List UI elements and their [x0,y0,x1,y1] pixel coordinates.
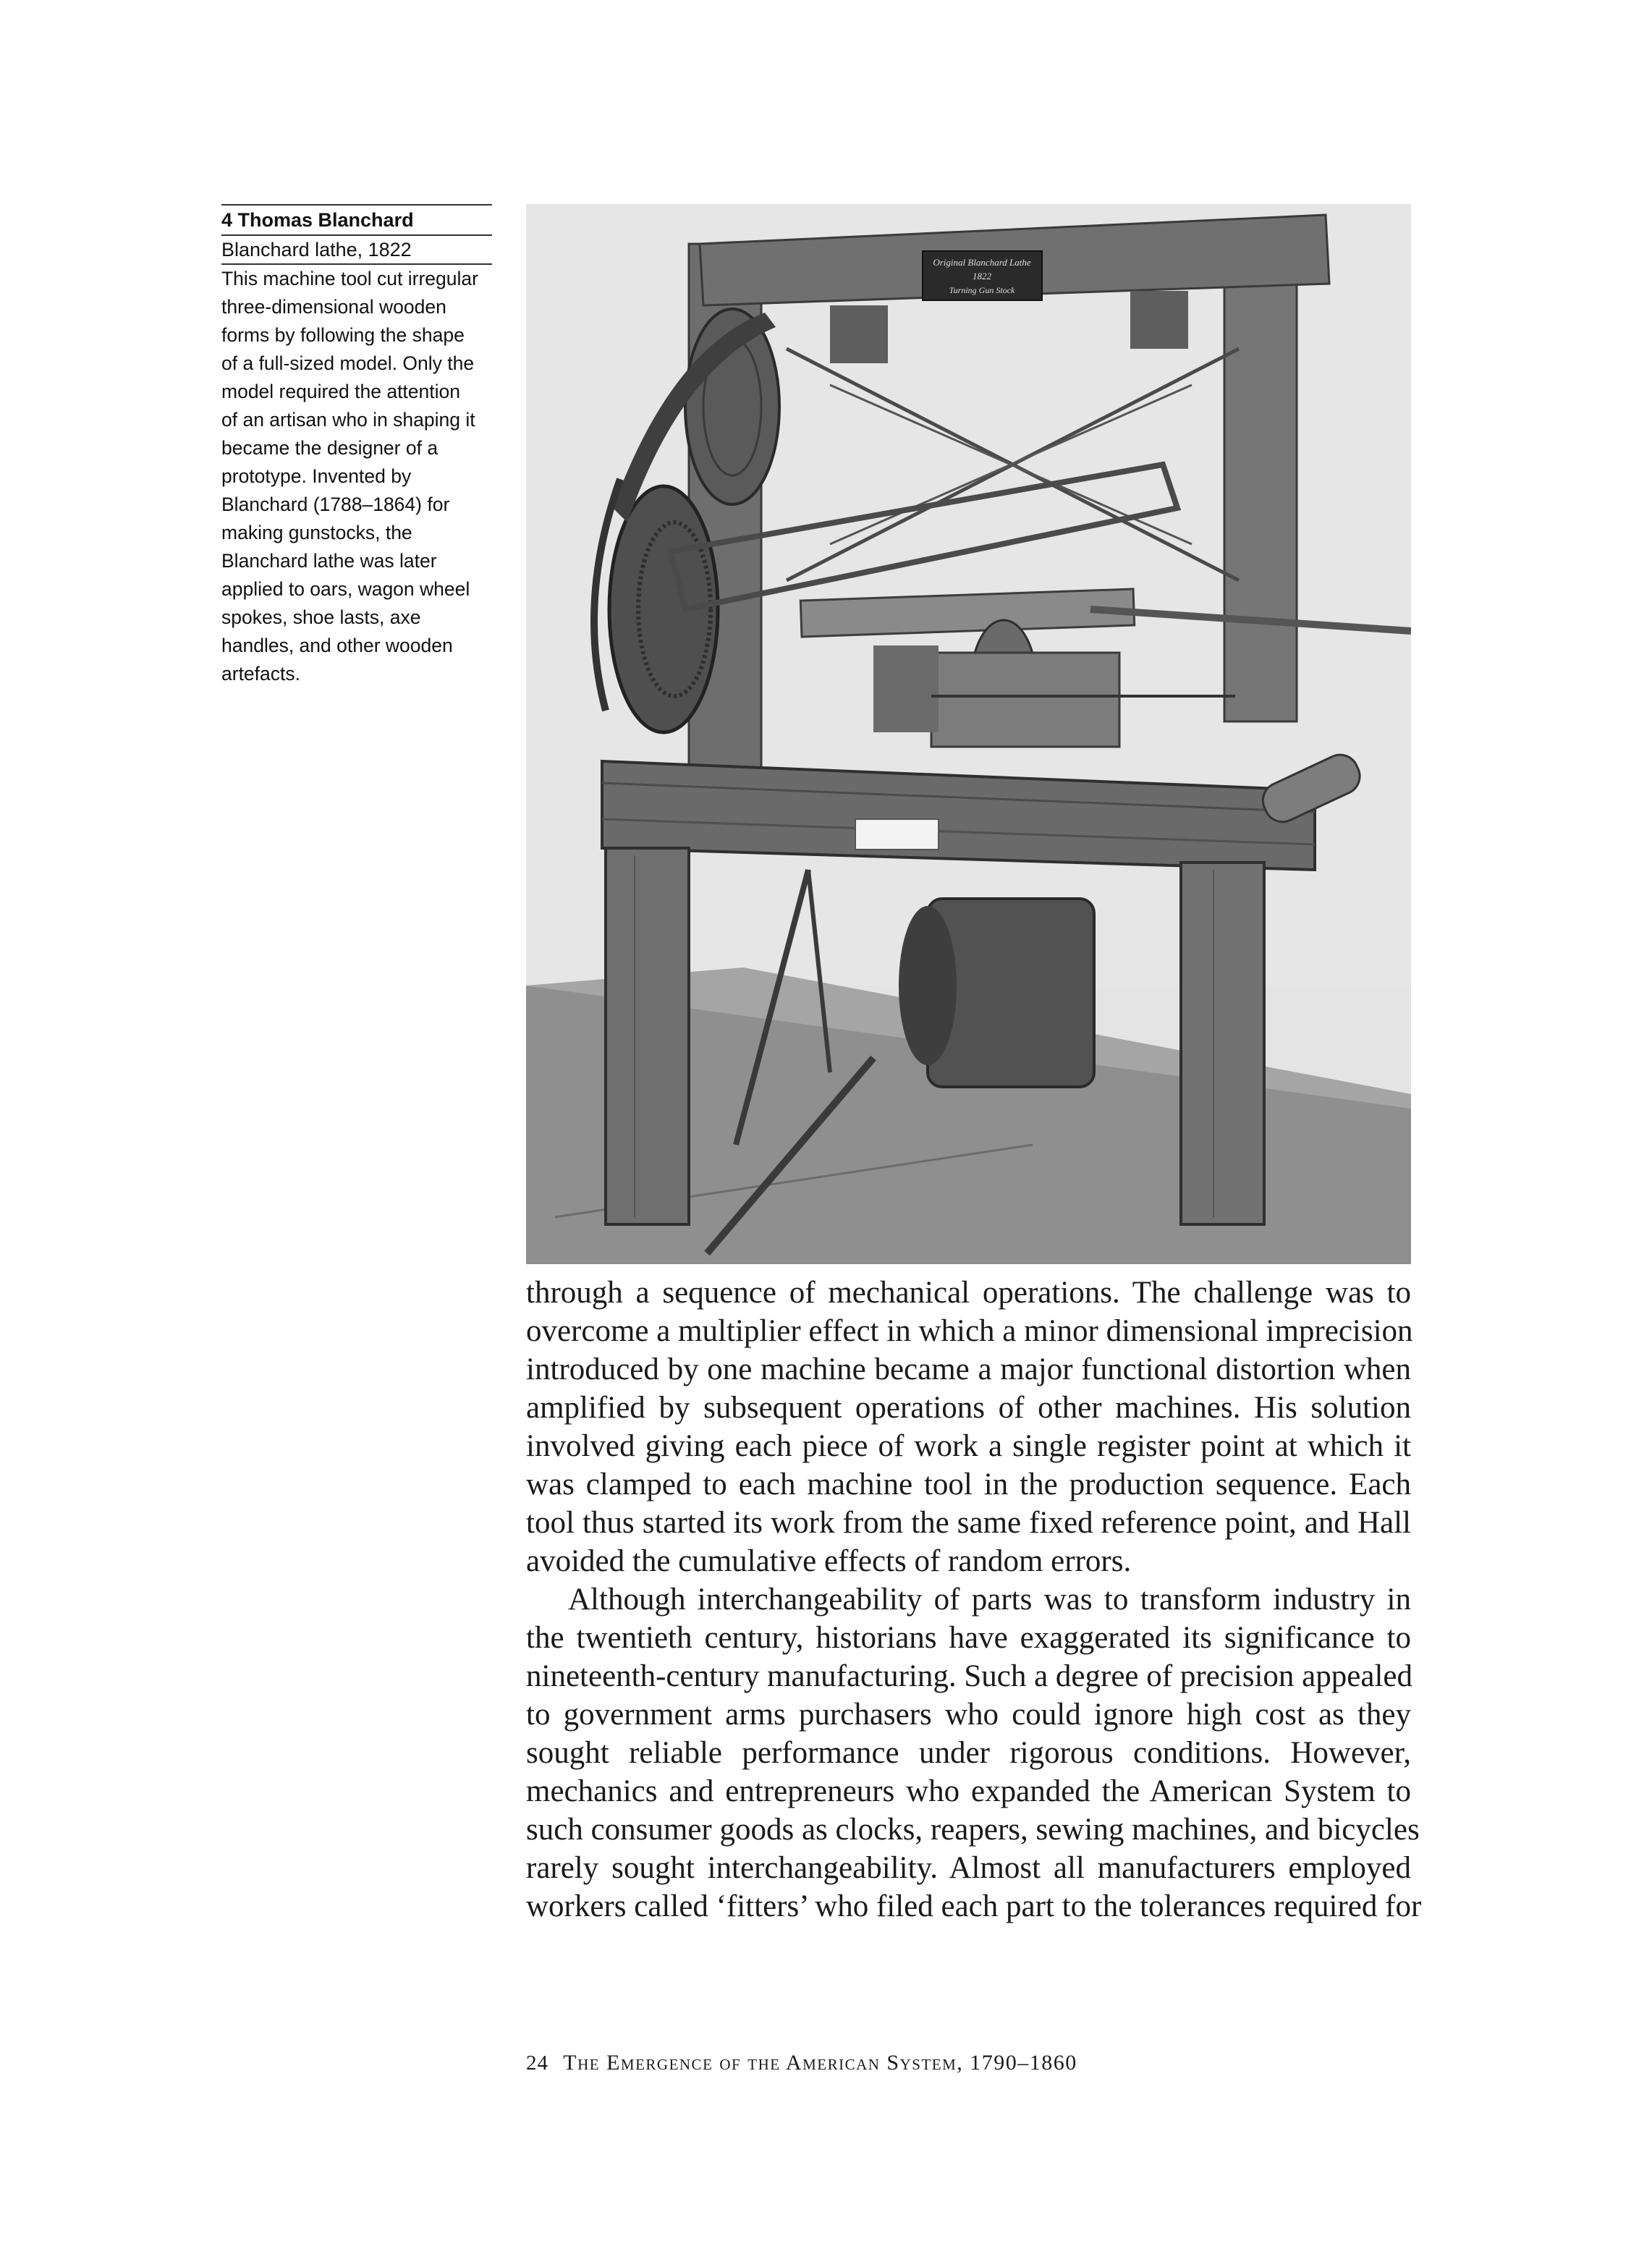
caption-line: three-dimensional wooden [221,296,446,318]
lathe-illustration [526,204,1411,1264]
body-line: through a sequence of mechanical operations. The challenge was to [526,1276,1411,1310]
body-text [526,1274,1422,1926]
caption-line: handles, and other wooden [221,635,453,656]
caption-line: model required the attention [221,381,460,402]
running-head: The Emergence of the American System, 1790–1860 [563,2051,1077,2075]
page-number: 24 [526,2051,548,2075]
plaque [923,251,1042,300]
body-line: rarely sought interchangeability. Almost all manufacturers employed [526,1851,1411,1885]
caption-line: forms by following the shape [221,324,465,346]
body-line: amplified by subsequent operations of other machines. His solution [526,1391,1411,1425]
body-line: introduced by one machine became a major functional distortion when [526,1352,1411,1386]
body-line: nineteenth-century manufacturing. Such a degree of precision appealed [526,1659,1412,1693]
body-line-indented: Although interchangeability of parts was to transform industry in [568,1583,1411,1617]
caption-line: of an artisan who in shaping it [221,409,475,431]
caption-line: of a full-sized model. Only the [221,352,475,374]
caption-line: applied to oars, wagon wheel [221,578,470,600]
plaque-line: Turning Gun Stock [949,285,1015,295]
blanchard-lathe-photo [526,204,1411,1264]
plaque-line: 1822 [973,271,991,281]
caption-line: making gunstocks, the [221,522,412,543]
caption-line: artefacts. [221,663,300,685]
body-line: tool thus started its work from the same fixed reference point, and Hall [526,1506,1411,1540]
figure-caption [221,204,492,688]
caption-line: Blanchard (1788–1864) for [221,494,450,515]
body-line: sought reliable performance under rigorous conditions. However, [526,1736,1411,1770]
caption-line: prototype. Invented by [221,465,412,487]
body-line: to government arms purchasers who could ignore high cost as they [526,1698,1411,1732]
plaque-line: Original Blanchard Lathe [933,257,1031,268]
body-line: overcome a multiplier effect in which a minor dimensional imprecision [526,1314,1413,1348]
body-line: mechanics and entrepreneurs who expanded the American System to [526,1774,1411,1808]
body-line: was clamped to each machine tool in the production sequence. Each [526,1467,1411,1502]
body-line: such consumer goods as clocks, reapers, sewing machines, and bicycles [526,1813,1420,1847]
caption-line: This machine tool cut irregular [221,268,478,289]
body-line: the twentieth century, historians have exaggerated its significance to [526,1621,1411,1655]
page-footer [526,2051,1077,2075]
body-line: avoided the cumulative effects of random errors. [526,1544,1132,1578]
caption-subtitle: Blanchard lathe, 1822 [221,239,412,261]
body-line: involved giving each piece of work a single register point at which it [526,1429,1411,1463]
caption-line: Blanchard lathe was later [221,550,437,572]
body-line: workers called ‘fitters’ who filed each part to the tolerances required for [526,1889,1422,1923]
caption-line: became the designer of a [221,437,439,459]
caption-figure-title: 4 Thomas Blanchard [221,209,414,231]
caption-line: spokes, shoe lasts, axe [221,606,421,628]
